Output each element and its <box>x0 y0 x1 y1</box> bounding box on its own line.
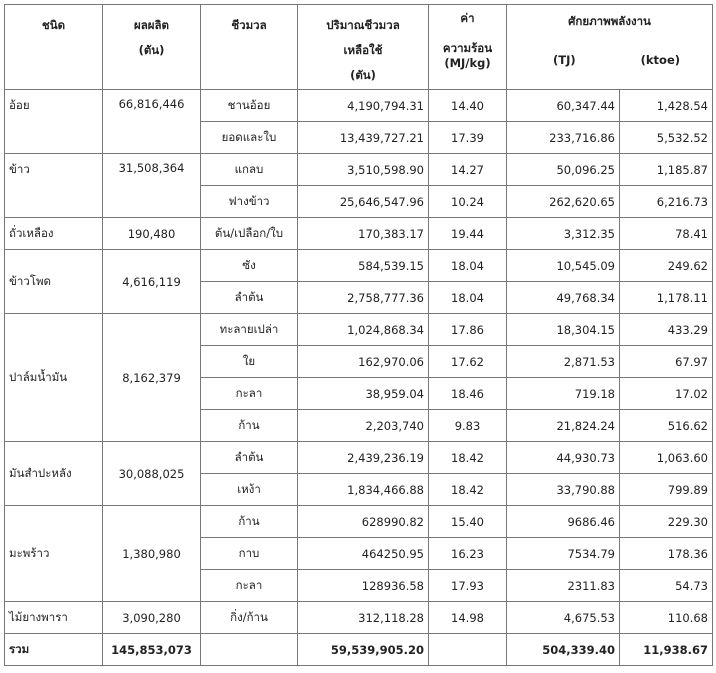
header-production-line2: (ตัน) <box>138 43 165 57</box>
residual-amount: 4,190,794.31 <box>298 90 429 122</box>
energy-tj: 2311.83 <box>507 570 620 602</box>
biomass-type: ทะลายเปล่า <box>201 314 298 346</box>
total-production: 145,853,073 <box>103 634 201 666</box>
residual-amount: 128936.58 <box>298 570 429 602</box>
heating-value: 14.98 <box>429 602 507 634</box>
biomass-type: กะลา <box>201 570 298 602</box>
table-row <box>5 154 713 186</box>
table-row <box>5 602 713 634</box>
biomass-type: ลำต้น <box>201 282 298 314</box>
heating-value: 17.62 <box>429 346 507 378</box>
energy-ktoe: 17.02 <box>620 378 713 410</box>
header-heat-line1: ค่า <box>460 11 475 25</box>
energy-tj: 49,768.34 <box>507 282 620 314</box>
energy-ktoe: 67.97 <box>620 346 713 378</box>
energy-tj: 33,790.88 <box>507 474 620 506</box>
biomass-type: กะลา <box>201 378 298 410</box>
energy-ktoe: 5,532.52 <box>620 122 713 154</box>
biomass-type: กาบ <box>201 538 298 570</box>
energy-tj: 9686.46 <box>507 506 620 538</box>
energy-tj: 233,716.86 <box>507 122 620 154</box>
energy-tj: 44,930.73 <box>507 442 620 474</box>
residual-amount: 2,758,777.36 <box>298 282 429 314</box>
energy-tj: 2,871.53 <box>507 346 620 378</box>
header-biomass: ชีวมวล <box>201 5 298 90</box>
biomass-type: ลำต้น <box>201 442 298 474</box>
table-row <box>5 506 713 538</box>
heating-value: 19.44 <box>429 218 507 250</box>
header-tj: (TJ) <box>553 53 576 67</box>
residual-amount: 13,439,727.21 <box>298 122 429 154</box>
crop-name: ข้าว <box>5 154 103 218</box>
header-ktoe: (ktoe) <box>640 53 680 67</box>
header-heat-line2: ความร้อน <box>442 41 493 55</box>
biomass-type: ซัง <box>201 250 298 282</box>
energy-tj: 719.18 <box>507 378 620 410</box>
energy-ktoe: 110.68 <box>620 602 713 634</box>
biomass-type: ฟางข้าว <box>201 186 298 218</box>
heating-value: 18.04 <box>429 250 507 282</box>
energy-ktoe: 1,063.60 <box>620 442 713 474</box>
energy-ktoe: 54.73 <box>620 570 713 602</box>
energy-ktoe: 1,185.87 <box>620 154 713 186</box>
residual-amount: 1,834,466.88 <box>298 474 429 506</box>
heating-value: 18.42 <box>429 474 507 506</box>
total-row <box>5 634 713 666</box>
crop-name: ข้าวโพด <box>5 250 103 314</box>
energy-ktoe: 1,178.11 <box>620 282 713 314</box>
residual-amount: 25,646,547.96 <box>298 186 429 218</box>
crop-production: 8,162,379 <box>103 314 201 442</box>
residual-amount: 2,203,740 <box>298 410 429 442</box>
crop-name: ปาล์มน้ำมัน <box>5 314 103 442</box>
energy-ktoe: 229.30 <box>620 506 713 538</box>
crop-production: 1,380,980 <box>103 506 201 602</box>
header-type: ชนิด <box>5 5 103 90</box>
energy-tj: 60,347.44 <box>507 90 620 122</box>
residual-amount: 38,959.04 <box>298 378 429 410</box>
header-production <box>103 5 201 90</box>
residual-amount: 162,970.06 <box>298 346 429 378</box>
header-residual-line2: เหลือใช้ <box>343 43 383 57</box>
energy-ktoe: 516.62 <box>620 410 713 442</box>
biomass-type: เหง้า <box>201 474 298 506</box>
biomass-type: กิ่ง/ก้าน <box>201 602 298 634</box>
table-row <box>5 442 713 474</box>
biomass-type: ชานอ้อย <box>201 90 298 122</box>
energy-tj: 18,304.15 <box>507 314 620 346</box>
biomass-type: ยอดและใบ <box>201 122 298 154</box>
energy-ktoe: 249.62 <box>620 250 713 282</box>
table-row <box>5 90 713 122</box>
energy-ktoe: 799.89 <box>620 474 713 506</box>
total-residual: 59,539,905.20 <box>298 634 429 666</box>
energy-ktoe: 1,428.54 <box>620 90 713 122</box>
header-heat-value <box>429 5 507 90</box>
biomass-type: ต้น/เปลือก/ใบ <box>201 218 298 250</box>
energy-tj: 4,675.53 <box>507 602 620 634</box>
table-row <box>5 314 713 346</box>
total-biomass-empty <box>201 634 298 666</box>
crop-production: 3,090,280 <box>103 602 201 634</box>
energy-ktoe: 78.41 <box>620 218 713 250</box>
biomass-type: ใย <box>201 346 298 378</box>
biomass-type: แกลบ <box>201 154 298 186</box>
heating-value: 14.27 <box>429 154 507 186</box>
energy-ktoe: 178.36 <box>620 538 713 570</box>
total-tj: 504,339.40 <box>507 634 620 666</box>
heating-value: 18.46 <box>429 378 507 410</box>
crop-name: ถั่วเหลือง <box>5 218 103 250</box>
total-heat-empty <box>429 634 507 666</box>
total-label: รวม <box>5 634 103 666</box>
energy-tj: 10,545.09 <box>507 250 620 282</box>
header-row <box>5 5 713 90</box>
header-heat-line3: (MJ/kg) <box>444 56 491 70</box>
residual-amount: 2,439,236.19 <box>298 442 429 474</box>
residual-amount: 464250.95 <box>298 538 429 570</box>
header-residual-line3: (ตัน) <box>350 68 376 82</box>
residual-amount: 312,118.28 <box>298 602 429 634</box>
heating-value: 14.40 <box>429 90 507 122</box>
header-residual-line1: ปริมาณชีวมวล <box>326 18 400 32</box>
crop-production: 66,816,446 <box>103 90 201 154</box>
heating-value: 10.24 <box>429 186 507 218</box>
header-residual <box>298 5 429 90</box>
energy-ktoe: 6,216.73 <box>620 186 713 218</box>
crop-name: มันสำปะหลัง <box>5 442 103 506</box>
header-production-line1: ผลผลิต <box>133 18 170 32</box>
heating-value: 17.93 <box>429 570 507 602</box>
residual-amount: 3,510,598.90 <box>298 154 429 186</box>
energy-tj: 50,096.25 <box>507 154 620 186</box>
residual-amount: 1,024,868.34 <box>298 314 429 346</box>
energy-tj: 21,824.24 <box>507 410 620 442</box>
heating-value: 18.04 <box>429 282 507 314</box>
table-row <box>5 218 713 250</box>
energy-tj: 3,312.35 <box>507 218 620 250</box>
heating-value: 18.42 <box>429 442 507 474</box>
biomass-energy-table <box>4 4 713 666</box>
heating-value: 16.23 <box>429 538 507 570</box>
heating-value: 17.86 <box>429 314 507 346</box>
table-row <box>5 250 713 282</box>
header-energy-potential <box>507 5 713 90</box>
crop-name: มะพร้าว <box>5 506 103 602</box>
residual-amount: 628990.82 <box>298 506 429 538</box>
energy-ktoe: 433.29 <box>620 314 713 346</box>
heating-value: 9.83 <box>429 410 507 442</box>
heating-value: 15.40 <box>429 506 507 538</box>
crop-name: ไม้ยางพารา <box>5 602 103 634</box>
total-ktoe: 11,938.67 <box>620 634 713 666</box>
heating-value: 17.39 <box>429 122 507 154</box>
crop-production: 190,480 <box>103 218 201 250</box>
crop-production: 30,088,025 <box>103 442 201 506</box>
header-energy-title: ศักยภาพพลังงาน <box>568 14 651 28</box>
biomass-type: ก้าน <box>201 410 298 442</box>
crop-production: 4,616,119 <box>103 250 201 314</box>
residual-amount: 584,539.15 <box>298 250 429 282</box>
crop-name: อ้อย <box>5 90 103 154</box>
biomass-type: ก้าน <box>201 506 298 538</box>
residual-amount: 170,383.17 <box>298 218 429 250</box>
energy-tj: 7534.79 <box>507 538 620 570</box>
crop-production: 31,508,364 <box>103 154 201 218</box>
energy-tj: 262,620.65 <box>507 186 620 218</box>
